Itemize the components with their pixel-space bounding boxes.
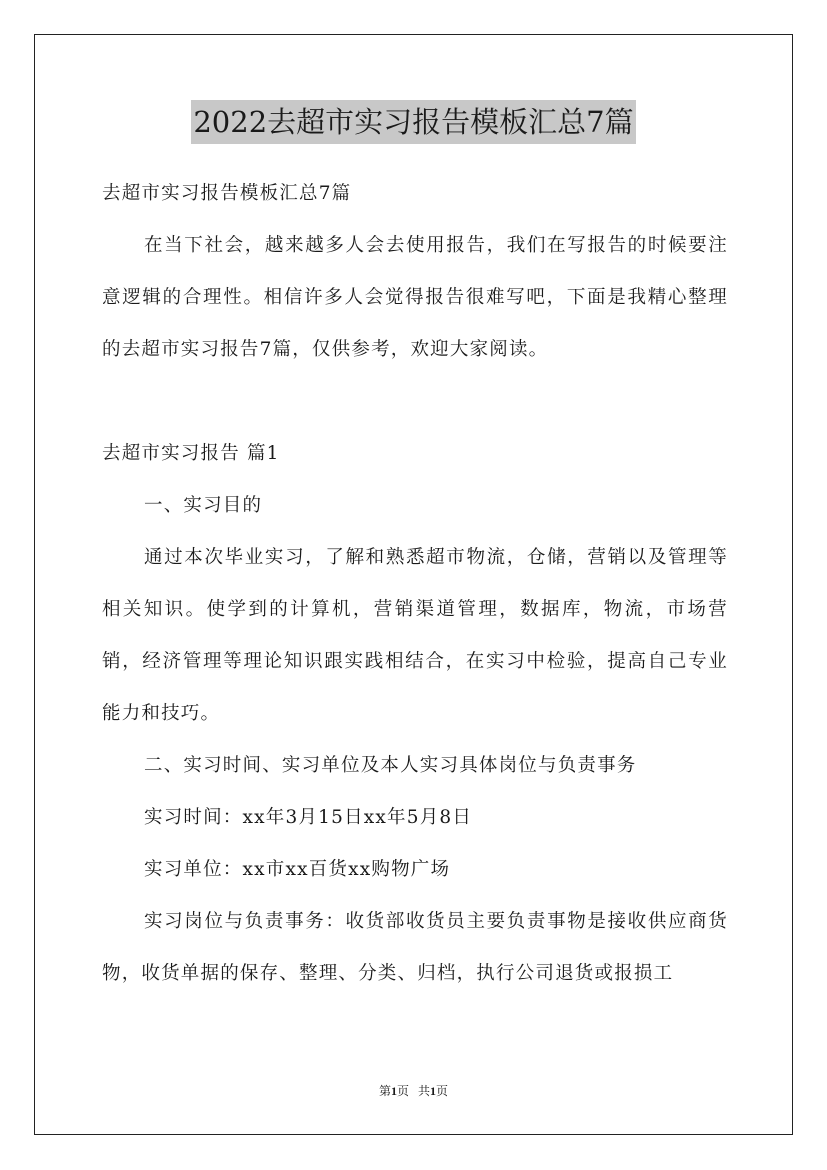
paragraph: 一、实习目的 — [144, 495, 263, 516]
paragraph-gap — [102, 376, 728, 428]
document-title: 2022去超市实习报告模板汇总7篇 — [191, 100, 635, 144]
page-number-suffix: 页 — [396, 1084, 409, 1098]
paragraph: 实习岗位与负责事务：收货部收货员主要负责事物是接收供应商货物，收货单据的保存、整理、分类、归档，执行公司退货或报损工 — [102, 911, 728, 984]
page-footer — [0, 1082, 827, 1100]
paragraph: 在当下社会，越来越多人会去使用报告，我们在写报告的时候要注意逻辑的合理性。相信许多人会觉得报告很难写吧，下面是我精心整理的去超市实习报告7篇，仅供参考，欢迎大家阅读。 — [102, 235, 728, 360]
total-pages-suffix: 页 — [436, 1084, 449, 1098]
page-number-prefix: 第 — [378, 1084, 391, 1098]
paragraph: 二、实习时间、实习单位及本人实习具体岗位与负责事务 — [144, 755, 637, 776]
title-container — [0, 100, 827, 144]
total-pages-prefix: 共 — [418, 1084, 431, 1098]
paragraph: 实习单位：xx市xx百货xx购物广场 — [144, 859, 451, 880]
document-body — [102, 168, 728, 1000]
paragraph: 通过本次毕业实习，了解和熟悉超市物流，仓储，营销以及管理等相关知识。使学到的计算机，营销渠道管理，数据库，物流，市场营销，经济管理等理论知识跟实践相结合，在实习中检验，提高自己专业能力和技巧。 — [102, 547, 728, 724]
paragraph: 去超市实习报告 篇1 — [102, 443, 280, 464]
paragraph: 去超市实习报告模板汇总7篇 — [102, 183, 352, 204]
page-number: 1 — [390, 1084, 397, 1098]
total-pages: 1 — [430, 1084, 437, 1098]
paragraph: 实习时间：xx年3月15日xx年5月8日 — [144, 807, 473, 828]
